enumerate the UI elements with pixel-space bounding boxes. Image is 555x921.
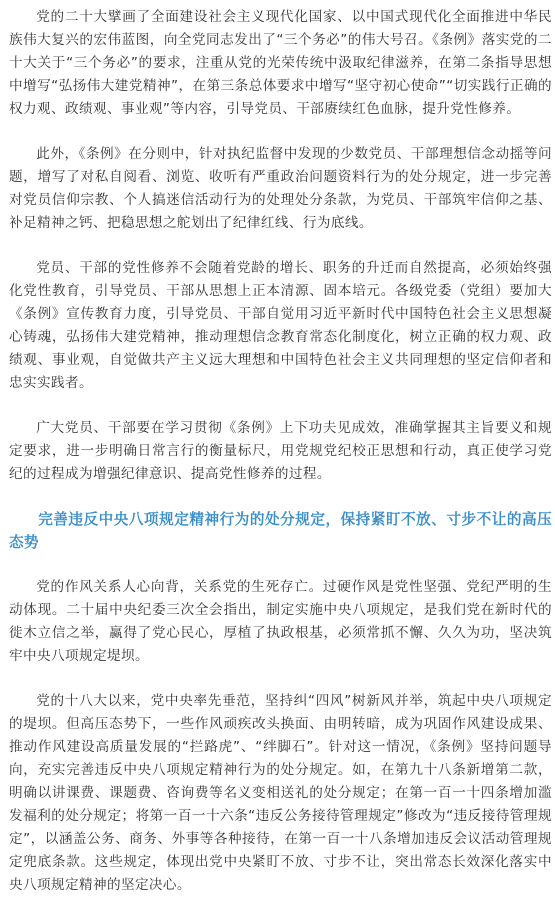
paragraph-gap — [9, 668, 552, 690]
paragraph-gap — [9, 554, 552, 576]
paragraph-gap — [9, 235, 552, 257]
paragraph-gap — [9, 121, 552, 143]
paragraph: 广大党员、干部要在学习贯彻《条例》上下功夫见成效，准确掌握其主旨要义和规定要求，进一步明确日常言行的衡量标尺，用党规党纪校正思想和行动，真正使学习党纪的过程成为增强纪律意识、提高党性修养的过程。 — [9, 420, 552, 482]
paragraph: 此外，《条例》在分则中，针对执纪监督中发现的少数党员、干部理想信念动摇等问题，增写了对私自阅看、浏览、收听有严重政治问题资料行为的处分规定，进一步完善对党员信仰宗教、个人搞迷信活动行为的处理处分条款，为党员、干部筑牢信仰之基、补足精神之钙、把稳思想之舵划出了纪律红线、行为底线。 — [9, 146, 552, 231]
section-heading: 完善违反中央八项规定精神行为的处分规定，保持紧盯不放、寸步不让的高压态势 — [9, 511, 552, 551]
paragraph-gap — [9, 395, 552, 417]
paragraph: 党的作风关系人心向背，关系党的生死存亡。过硬作风是党性坚强、党纪严明的生动体现。二十届中央纪委三次全会指出，制定实施中央八项规定，是我们党在新时代的徙木立信之举，赢得了党心民心，厚植了执政根基，必须常抓不懈、久久为功，坚决筑牢中央八项规定堤坝。 — [9, 579, 552, 664]
paragraph: 党的二十大擘画了全面建设社会主义现代化国家、以中国式现代化全面推进中华民族伟大复兴的宏伟蓝图，向全党同志发出了“三个务必”的伟大号召。《条例》落实党的二十大关于“三个务必”的要求，注重从党的光荣传统中汲取纪律滋养，在第二条指导思想中增写“弘扬伟大建党精神”，在第三条总体要求中增写“坚守初心使命”“切实践行正确的权力观、政绩观、事业观”等内容，引导党员、干部赓续红色血脉，提升党性修养。 — [9, 9, 552, 117]
paragraph-gap — [9, 486, 552, 508]
paragraph: 党员、干部的党性修养不会随着党龄的增长、职务的升迁而自然提高，必须始终强化党性教育，引导党员、干部从思想上正本清源、固本培元。各级党委（党组）要加大《条例》宣传教育力度，引导党员、干部自觉用习近平新时代中国特色社会主义思想凝心铸魂，弘扬伟大建党精神，推动理想信念教育常态化制度化，树立正确的权力观、政绩观、事业观，自觉做共产主义远大理想和中国特色社会主义共同理想的坚定信仰者和忠实实践者。 — [9, 260, 552, 391]
paragraph: 党的十八大以来，党中央率先垂范，坚持纠“四风”树新风并举，筑起中央八项规定的堤坝。但高压态势下，一些作风顽疾改头换面、由明转暗，成为巩固作风建设成果、推动作风建设高质量发展的“拦路虎”、“绊脚石”。针对这一情况，《条例》坚持问题导向，充实完善违反中央八项规定精神行为的处分规定。如，在第九十八条新增第二款，明确以讲课费、课题费、咨询费等名义变相送礼的处分规定；在第一百一十四条增加滥发福利的处分规定；将第一百一十六条“违反公务接待管理规定”修改为“违反接待管理规定”，以涵盖公务、商务、外事等各种接待，在第一百一十八条增加违反会议活动管理规定兜底条款。这些规定，体现出党中央紧盯不放、寸步不让，突出常态长效深化落实中央八项规定精神的坚定决心。 — [9, 693, 552, 893]
